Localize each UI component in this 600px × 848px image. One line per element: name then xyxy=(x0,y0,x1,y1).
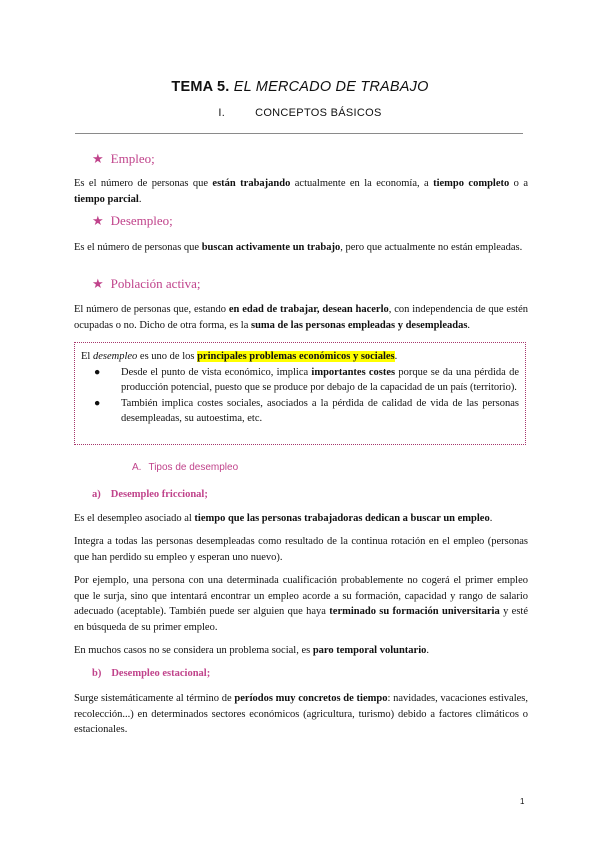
bullet-icon: ● xyxy=(94,366,101,378)
document-title: TEMA 5. EL MERCADO DE TRABAJO xyxy=(171,79,429,95)
note-list xyxy=(81,365,519,427)
heading-empleo: ★ Empleo; xyxy=(92,151,155,166)
section-title: CONCEPTOS BÁSICOS xyxy=(255,107,382,119)
heading-friccional: a) Desempleo friccional; xyxy=(92,489,208,500)
star-icon: ★ xyxy=(92,151,104,166)
star-icon: ★ xyxy=(92,213,104,228)
paragraph-estacional: Surge sistemáticamente al término de períodos muy concretos de tiempo: navidades, vacaciones estivales, recolección...) en determinados sectores económicos (agricultura, turismo) debido a factores climáticos o estacionales. xyxy=(74,693,528,735)
paragraph-friccional-2: Integra a todas las personas desempleadas como resultado de la continua rotación en el empleo (personas que han perdido su empleo y esperan uno nuevo). xyxy=(74,536,528,563)
heading-estacional: b) Desempleo estacional; xyxy=(92,668,211,679)
paragraph-friccional-4: En muchos casos no se considera un problema social, es paro temporal voluntario. xyxy=(74,645,430,656)
subsection-heading: A. Tipos de desempleo xyxy=(132,462,239,473)
paragraph-empleo: Es el número de personas que están trabajando actualmente en la economía, a tiempo completo o a tiempo parcial. xyxy=(74,178,528,205)
section-heading xyxy=(0,107,600,119)
paragraph-poblacion-activa: El número de personas que, estando en edad de trabajar, desean hacerlo, con independencia de que estén ocupadas o no. Dicho de otra forma, es la suma de las personas empleadas y desempleadas. xyxy=(74,304,528,331)
heading-poblacion-activa: ★ Población activa; xyxy=(92,276,201,291)
highlighted-text: principales problemas económicos y sociales xyxy=(197,351,395,362)
horizontal-divider xyxy=(75,133,523,134)
note-box xyxy=(74,342,526,445)
paragraph-friccional-1: Es el desempleo asociado al tiempo que las personas trabajadoras dedican a buscar un empleo. xyxy=(74,513,493,524)
list-item: ● También implica costes sociales, asociados a la pérdida de calidad de vida de las personas desempleadas, su autoestima, etc. xyxy=(94,397,519,424)
list-item: ● Desde el punto de vista económico, implica importantes costes porque se da una pérdida de producción potencial, puesto que se produce por debajo de la capacidad de un país (territorio). xyxy=(94,366,519,393)
heading-desempleo: ★ Desempleo; xyxy=(92,213,173,228)
bullet-icon: ● xyxy=(94,397,101,409)
note-intro: El desempleo es uno de los principales problemas económicos y sociales. xyxy=(81,351,398,362)
star-icon: ★ xyxy=(92,276,104,291)
section-number: I. xyxy=(218,107,226,119)
paragraph-desempleo: Es el número de personas que buscan activamente un trabajo, pero que actualmente no están empleadas. xyxy=(74,242,523,253)
paragraph-friccional-3: Por ejemplo, una persona con una determinada cualificación probablemente no cogerá el primer empleo que le surja, sino que intentará encontrar un empleo acorde a su formación, capacidad y rango de salario adecuado (aceptable). También puede ser alguien que haya terminado su formación universitaria y esté en búsqueda de su primer empleo. xyxy=(74,575,529,633)
page-number: 1 xyxy=(520,797,525,806)
